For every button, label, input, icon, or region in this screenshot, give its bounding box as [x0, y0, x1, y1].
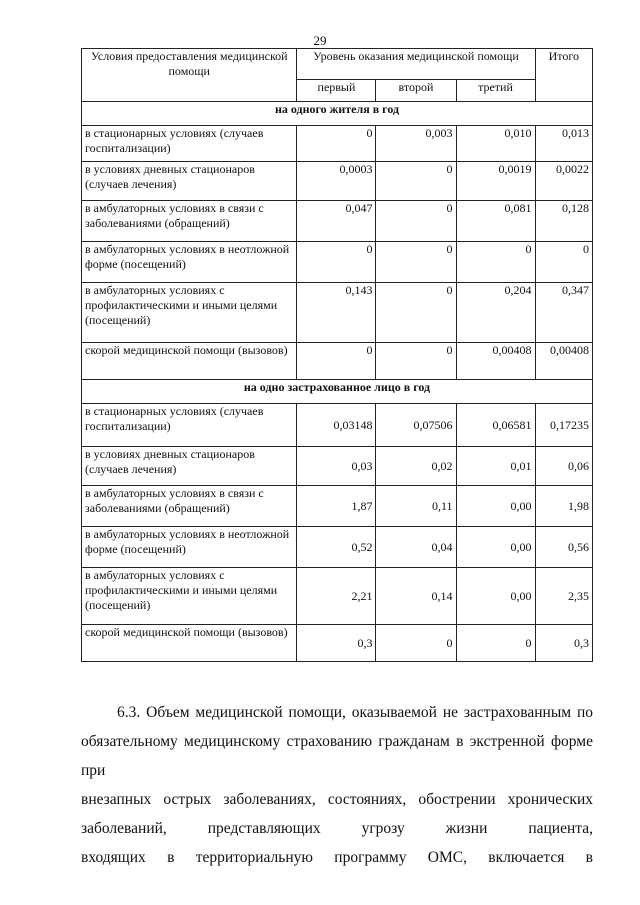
value-second: 0,07506 — [376, 404, 456, 447]
table-row — [82, 404, 593, 447]
table-row — [82, 625, 593, 662]
value-second: 0,11 — [376, 486, 456, 527]
section-title: на одного жителя в год — [82, 102, 593, 126]
header-level-third: третий — [456, 80, 535, 102]
value-third: 0 — [456, 242, 535, 283]
paragraph-line-5: входящих в территориальную программу ОМС, включается в — [81, 849, 593, 866]
row-label: в амбулаторных условиях в неотложной форме (посещений) — [82, 242, 297, 283]
value-second: 0 — [376, 162, 456, 201]
value-third: 0,00 — [456, 527, 535, 568]
value-third: 0,00408 — [456, 343, 535, 380]
value-total: 0,128 — [535, 201, 592, 242]
row-label: в условиях дневных стационаров (случаев лечения) — [82, 447, 297, 486]
row-label: в амбулаторных условиях в связи с заболеваниями (обращений) — [82, 486, 297, 527]
value-first: 1,87 — [297, 486, 376, 527]
value-first: 0,3 — [297, 625, 376, 662]
table-row — [82, 126, 593, 162]
value-third: 0,0019 — [456, 162, 535, 201]
header-level: Уровень оказания медицинской помощи — [297, 49, 535, 80]
table-row — [82, 283, 593, 343]
medical-care-volume-table — [81, 48, 593, 662]
table-row — [82, 447, 593, 486]
value-second: 0,04 — [376, 527, 456, 568]
row-label: в амбулаторных условиях в связи с заболеваниями (обращений) — [82, 201, 297, 242]
value-first: 0,047 — [297, 201, 376, 242]
table-row — [82, 527, 593, 568]
value-second: 0 — [376, 283, 456, 343]
value-third: 0,081 — [456, 201, 535, 242]
row-label: в стационарных условиях (случаев госпитализации) — [82, 126, 297, 162]
value-total: 0,06 — [535, 447, 592, 486]
row-label: в амбулаторных условиях с профилактическими и иными целями (посещений) — [82, 283, 297, 343]
value-third: 0,204 — [456, 283, 535, 343]
value-first: 2,21 — [297, 568, 376, 625]
value-first: 0,03 — [297, 447, 376, 486]
value-third: 0,00 — [456, 486, 535, 527]
paragraph-line-4: заболеваний, представляющих угрозу жизни пациента, — [81, 820, 593, 837]
row-label: в стационарных условиях (случаев госпитализации) — [82, 404, 297, 447]
value-total: 2,35 — [535, 568, 592, 625]
table-row — [82, 343, 593, 380]
header-level-first: первый — [297, 80, 376, 102]
value-first: 0 — [297, 126, 376, 162]
paragraph-line-1: 6.3. Объем медицинской помощи, оказываемой не застрахованным по — [117, 704, 593, 721]
value-second: 0 — [376, 242, 456, 283]
row-label: в амбулаторных условиях в неотложной форме (посещений) — [82, 527, 297, 568]
value-first: 0 — [297, 343, 376, 380]
table-row — [82, 201, 593, 242]
header-level-second: второй — [376, 80, 456, 102]
value-second: 0 — [376, 625, 456, 662]
value-total: 0,3 — [535, 625, 592, 662]
value-third: 0,00 — [456, 568, 535, 625]
value-total: 1,98 — [535, 486, 592, 527]
value-first: 0 — [297, 242, 376, 283]
section-title: на одно застрахованное лицо в год — [82, 380, 593, 404]
value-second: 0 — [376, 201, 456, 242]
value-second: 0,003 — [376, 126, 456, 162]
value-total: 0,56 — [535, 527, 592, 568]
paragraph-line-3: внезапных острых заболеваниях, состояниях, обострении хронических — [81, 791, 593, 808]
value-third: 0,01 — [456, 447, 535, 486]
value-total: 0,347 — [535, 283, 592, 343]
table-row — [82, 162, 593, 201]
paragraph-line-2: обязательному медицинскому страхованию гражданам в экстренной форме при — [81, 733, 593, 779]
value-second: 0 — [376, 343, 456, 380]
row-label: в амбулаторных условиях с профилактическими и иными целями (посещений) — [82, 568, 297, 625]
value-first: 0,143 — [297, 283, 376, 343]
value-second: 0,02 — [376, 447, 456, 486]
value-total: 0,0022 — [535, 162, 592, 201]
value-total: 0,013 — [535, 126, 592, 162]
table-row — [82, 242, 593, 283]
header-total: Итого — [535, 49, 592, 102]
value-total: 0,17235 — [535, 404, 592, 447]
row-label: скорой медицинской помощи (вызовов) — [82, 625, 297, 662]
value-third: 0,06581 — [456, 404, 535, 447]
page-number: 29 — [313, 33, 327, 48]
table-row — [82, 568, 593, 625]
value-total: 0 — [535, 242, 592, 283]
row-label: в условиях дневных стационаров (случаев лечения) — [82, 162, 297, 201]
header-conditions: Условия предоставления медицинской помощи — [82, 49, 297, 102]
body-paragraph — [81, 698, 593, 872]
value-third: 0 — [456, 625, 535, 662]
row-label: скорой медицинской помощи (вызовов) — [82, 343, 297, 380]
table-row — [82, 486, 593, 527]
value-second: 0,14 — [376, 568, 456, 625]
value-first: 0,03148 — [297, 404, 376, 447]
value-third: 0,010 — [456, 126, 535, 162]
value-first: 0,0003 — [297, 162, 376, 201]
value-first: 0,52 — [297, 527, 376, 568]
value-total: 0,00408 — [535, 343, 592, 380]
